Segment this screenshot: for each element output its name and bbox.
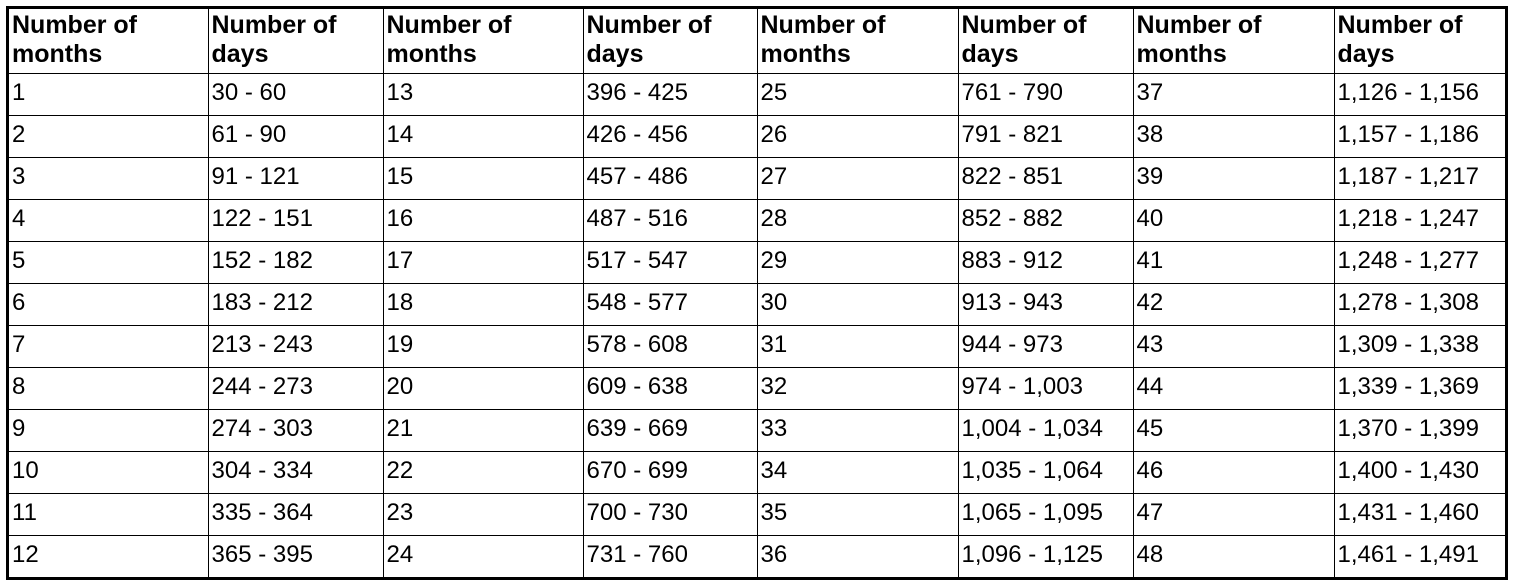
cell-months-3: 25 (757, 74, 958, 116)
cell-months-1: 9 (9, 410, 208, 452)
cell-days-4: 1,278 - 1,308 (1334, 284, 1505, 326)
cell-days-4: 1,339 - 1,369 (1334, 368, 1505, 410)
cell-days-2: 396 - 425 (583, 74, 757, 116)
cell-months-4: 47 (1133, 494, 1334, 536)
cell-days-4: 1,157 - 1,186 (1334, 116, 1505, 158)
cell-months-1: 8 (9, 368, 208, 410)
header-months-4: Number of months (1133, 9, 1334, 74)
cell-months-4: 42 (1133, 284, 1334, 326)
cell-months-2: 19 (383, 326, 583, 368)
cell-months-2: 17 (383, 242, 583, 284)
cell-months-2: 21 (383, 410, 583, 452)
cell-days-1: 274 - 303 (208, 410, 383, 452)
header-days-2: Number of days (583, 9, 757, 74)
header-days-4: Number of days (1334, 9, 1505, 74)
cell-days-2: 609 - 638 (583, 368, 757, 410)
cell-months-3: 36 (757, 536, 958, 578)
table-row (9, 326, 1505, 368)
cell-months-4: 48 (1133, 536, 1334, 578)
table-row (9, 74, 1505, 116)
header-days-3: Number of days (958, 9, 1133, 74)
cell-days-2: 700 - 730 (583, 494, 757, 536)
cell-days-3: 791 - 821 (958, 116, 1133, 158)
cell-days-2: 426 - 456 (583, 116, 757, 158)
cell-days-3: 822 - 851 (958, 158, 1133, 200)
cell-days-4: 1,370 - 1,399 (1334, 410, 1505, 452)
cell-months-2: 22 (383, 452, 583, 494)
cell-days-1: 152 - 182 (208, 242, 383, 284)
cell-days-1: 365 - 395 (208, 536, 383, 578)
cell-days-4: 1,400 - 1,430 (1334, 452, 1505, 494)
table-row (9, 200, 1505, 242)
cell-months-4: 40 (1133, 200, 1334, 242)
cell-days-4: 1,309 - 1,338 (1334, 326, 1505, 368)
cell-months-2: 16 (383, 200, 583, 242)
table-row (9, 410, 1505, 452)
cell-days-4: 1,461 - 1,491 (1334, 536, 1505, 578)
cell-days-2: 548 - 577 (583, 284, 757, 326)
cell-months-3: 31 (757, 326, 958, 368)
cell-days-4: 1,126 - 1,156 (1334, 74, 1505, 116)
cell-months-3: 35 (757, 494, 958, 536)
table-row (9, 368, 1505, 410)
cell-days-3: 944 - 973 (958, 326, 1133, 368)
cell-days-1: 213 - 243 (208, 326, 383, 368)
cell-days-3: 883 - 912 (958, 242, 1133, 284)
cell-days-3: 1,096 - 1,125 (958, 536, 1133, 578)
cell-days-4: 1,431 - 1,460 (1334, 494, 1505, 536)
cell-months-1: 10 (9, 452, 208, 494)
cell-months-4: 43 (1133, 326, 1334, 368)
cell-months-4: 45 (1133, 410, 1334, 452)
cell-days-3: 852 - 882 (958, 200, 1133, 242)
cell-months-2: 15 (383, 158, 583, 200)
cell-months-4: 44 (1133, 368, 1334, 410)
cell-days-2: 670 - 699 (583, 452, 757, 494)
table-row (9, 284, 1505, 326)
cell-months-2: 18 (383, 284, 583, 326)
cell-months-2: 14 (383, 116, 583, 158)
cell-months-3: 30 (757, 284, 958, 326)
cell-days-2: 639 - 669 (583, 410, 757, 452)
cell-days-3: 761 - 790 (958, 74, 1133, 116)
cell-months-2: 23 (383, 494, 583, 536)
cell-days-3: 1,004 - 1,034 (958, 410, 1133, 452)
cell-months-4: 46 (1133, 452, 1334, 494)
header-months-2: Number of months (383, 9, 583, 74)
table-row (9, 242, 1505, 284)
cell-days-1: 30 - 60 (208, 74, 383, 116)
cell-days-1: 335 - 364 (208, 494, 383, 536)
cell-months-1: 2 (9, 116, 208, 158)
cell-months-1: 4 (9, 200, 208, 242)
months-days-table (9, 9, 1505, 577)
cell-days-1: 122 - 151 (208, 200, 383, 242)
header-days-1: Number of days (208, 9, 383, 74)
cell-months-4: 37 (1133, 74, 1334, 116)
cell-months-3: 27 (757, 158, 958, 200)
cell-months-1: 6 (9, 284, 208, 326)
cell-days-3: 1,035 - 1,064 (958, 452, 1133, 494)
cell-days-3: 913 - 943 (958, 284, 1133, 326)
cell-days-1: 61 - 90 (208, 116, 383, 158)
cell-days-1: 304 - 334 (208, 452, 383, 494)
cell-days-2: 731 - 760 (583, 536, 757, 578)
table-row (9, 536, 1505, 578)
cell-months-4: 38 (1133, 116, 1334, 158)
cell-days-2: 578 - 608 (583, 326, 757, 368)
cell-days-1: 91 - 121 (208, 158, 383, 200)
cell-months-1: 1 (9, 74, 208, 116)
table-row (9, 158, 1505, 200)
header-months-1: Number of months (9, 9, 208, 74)
cell-days-2: 457 - 486 (583, 158, 757, 200)
cell-months-2: 13 (383, 74, 583, 116)
cell-days-1: 244 - 273 (208, 368, 383, 410)
cell-days-4: 1,187 - 1,217 (1334, 158, 1505, 200)
cell-months-4: 39 (1133, 158, 1334, 200)
header-months-3: Number of months (757, 9, 958, 74)
cell-months-3: 33 (757, 410, 958, 452)
cell-days-2: 487 - 516 (583, 200, 757, 242)
cell-months-1: 7 (9, 326, 208, 368)
table-row (9, 494, 1505, 536)
cell-days-3: 1,065 - 1,095 (958, 494, 1133, 536)
table-body (9, 74, 1505, 578)
cell-days-4: 1,218 - 1,247 (1334, 200, 1505, 242)
cell-days-2: 517 - 547 (583, 242, 757, 284)
cell-months-3: 34 (757, 452, 958, 494)
cell-days-4: 1,248 - 1,277 (1334, 242, 1505, 284)
cell-months-1: 12 (9, 536, 208, 578)
cell-months-3: 28 (757, 200, 958, 242)
months-days-table-frame (6, 6, 1508, 580)
cell-months-4: 41 (1133, 242, 1334, 284)
cell-days-3: 974 - 1,003 (958, 368, 1133, 410)
cell-months-1: 11 (9, 494, 208, 536)
cell-months-2: 24 (383, 536, 583, 578)
table-row (9, 452, 1505, 494)
table-row (9, 116, 1505, 158)
cell-months-2: 20 (383, 368, 583, 410)
cell-days-1: 183 - 212 (208, 284, 383, 326)
cell-months-1: 3 (9, 158, 208, 200)
cell-months-1: 5 (9, 242, 208, 284)
table-header-row (9, 9, 1505, 74)
cell-months-3: 26 (757, 116, 958, 158)
cell-months-3: 29 (757, 242, 958, 284)
cell-months-3: 32 (757, 368, 958, 410)
